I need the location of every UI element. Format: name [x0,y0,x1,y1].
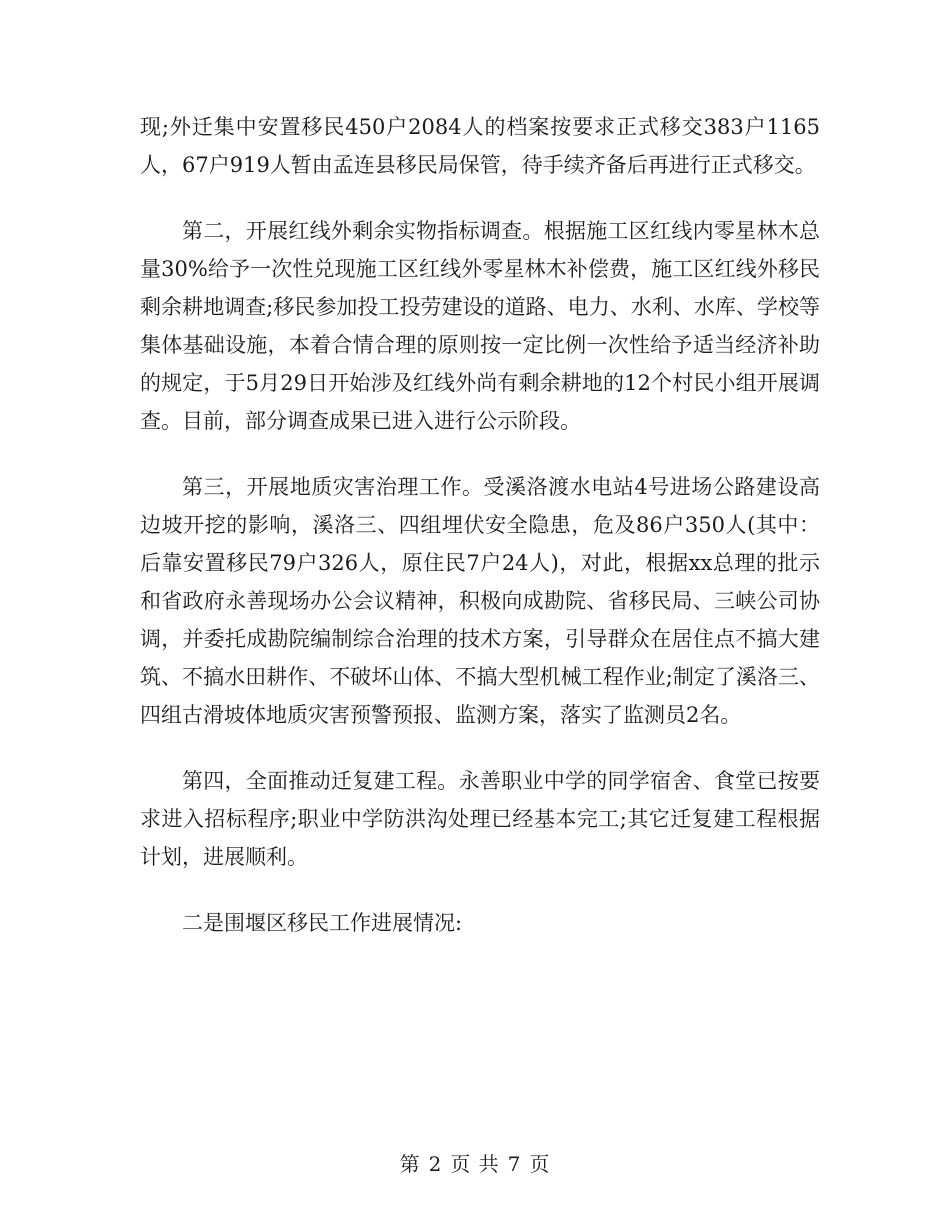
document-body [140,108,820,970]
paragraph-heading-cofferdam: 二是围堰区移民工作进展情况: [182,911,463,935]
paragraph-section-two: 第二，开展红线外剩余实物指标调查。根据施工区红线内零星林木总量30%给予一次性兑现施工区红线外零星林木补偿费，施工区红线外移民剩余耕地调查;移民参加投工投劳建设的道路、电力、水利、水库、学校等集体基础设施，本着合情合理的原则按一定比例一次性给予适当经济补助的规定，于5月29日开始涉及红线外尚有剩余耕地的12个村民小组开展调查。目前，部分调查成果已进入进行公示阶段。 [140,219,820,433]
paragraph-section-three: 第三，开展地质灾害治理工作。受溪洛渡水电站4号进场公路建设高边坡开挖的影响，溪洛三、四组埋伏安全隐患，危及86户350人(其中：后靠安置移民79户326人，原住民7户24人)，对此，根据xx总理的批示和省政府永善现场办公会议精神，积极向成勘院、省移民局、三峡公司协调，并委托成勘院编制综合治理的技术方案，引导群众在居住点不搞大建筑、不搞水田耕作、不破坏山体、不搞大型机械工程作业;制定了溪洛三、四组古滑坡体地质灾害预警预报、监测方案，落实了监测员2名。 [140,475,820,727]
footer-suffix: 页 [529,1152,551,1176]
footer-prefix: 第 [399,1152,421,1176]
footer-total-pages: 7 [507,1152,522,1176]
footer-middle: 页 共 [450,1152,500,1176]
paragraph-section-four: 第四，全面推动迁复建工程。永善职业中学的同学宿舍、食堂已按要求进入招标程序;职业中学防洪沟处理已经基本完工;其它迁复建工程根据计划，进展顺利。 [140,769,820,869]
paragraph-continuation: 现;外迁集中安置移民450户2084人的档案按要求正式移交383户1165人，67户919人暂由孟连县移民局保管，待手续齐备后再进行正式移交。 [140,115,820,177]
page-footer [0,1150,950,1178]
footer-current-page: 2 [428,1152,443,1176]
